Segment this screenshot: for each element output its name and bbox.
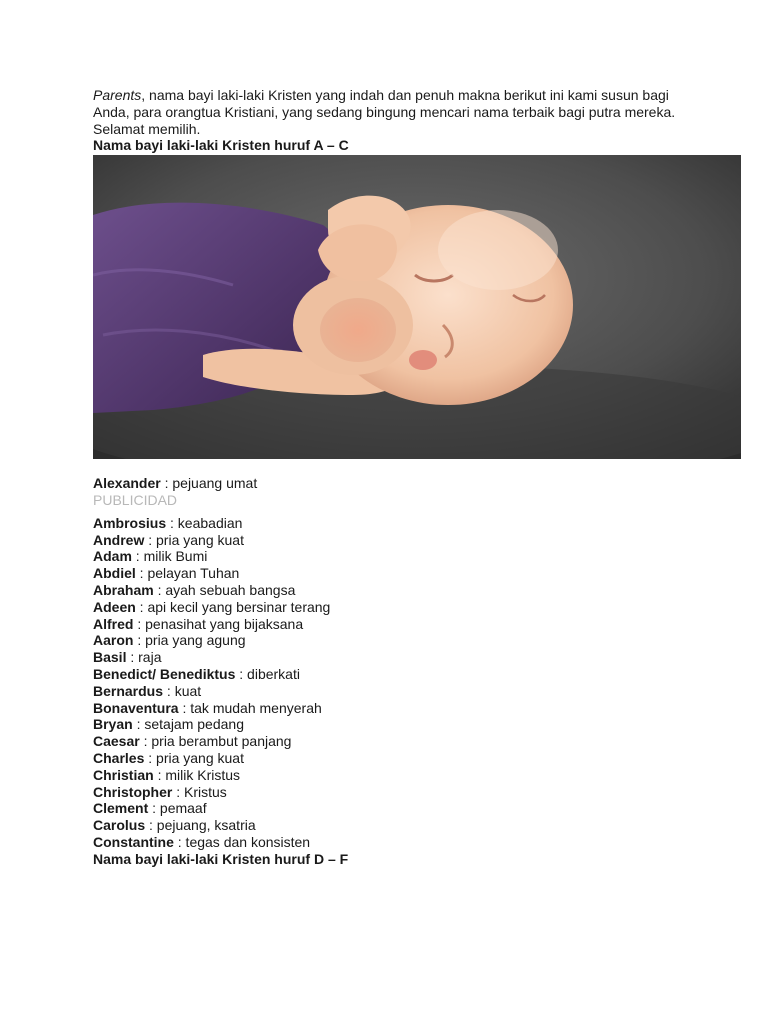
name-alexander: Alexander: [93, 475, 161, 492]
name-label: Bonaventura: [93, 699, 179, 716]
list-item: [93, 532, 693, 549]
list-item: [93, 700, 693, 717]
name-label: Charles: [93, 749, 145, 766]
list-item: [93, 649, 693, 666]
name-meaning: : ayah sebuah bangsa: [153, 581, 296, 598]
name-label: Alfred: [93, 615, 134, 632]
name-label: Bryan: [93, 716, 133, 733]
intro-text: , nama bayi laki-laki Kristen yang indah dan penuh makna berikut ini kami susun bagi Anda, para orangtua Kristiani, yang sedang bingung mencari nama terbaik bagi putra mereka. Selamat memilih.: [93, 87, 676, 137]
list-item: [93, 515, 693, 532]
intro-italic: Parents: [93, 87, 142, 103]
name-label: Ambrosius: [93, 514, 167, 531]
name-label: Carolus: [93, 817, 146, 834]
name-meaning: : api kecil yang bersinar terang: [135, 598, 331, 615]
name-label: Andrew: [93, 531, 145, 548]
list-item: [93, 716, 693, 733]
name-meaning: : diberkati: [235, 665, 300, 682]
name-meaning: : penasihat yang bijaksana: [133, 615, 304, 632]
name-meaning: : milik Bumi: [131, 548, 208, 565]
name-label: Adeen: [93, 598, 136, 615]
name-label: Caesar: [93, 733, 140, 750]
section-heading-d-f: Nama bayi laki-laki Kristen huruf D – F: [93, 850, 349, 867]
list-item: [93, 582, 693, 599]
name-meaning: : Kristus: [172, 783, 227, 800]
list-item: [93, 834, 693, 851]
name-label: Aaron: [93, 632, 134, 649]
name-meaning: : pemaaf: [148, 800, 207, 817]
meaning-alexander: : pejuang umat: [160, 475, 258, 492]
list-item: [93, 750, 693, 767]
name-meaning: : pria yang kuat: [144, 531, 244, 548]
ad-label: PUBLICIDAD: [93, 491, 178, 508]
name-label: Adam: [93, 548, 132, 565]
list-item: [93, 800, 693, 817]
name-meaning: : tegas dan konsisten: [173, 833, 311, 850]
name-meaning: : setajam pedang: [132, 716, 244, 733]
intro-paragraph: [93, 87, 693, 137]
name-label: Clement: [93, 800, 149, 817]
section-heading-a-c: Nama bayi laki-laki Kristen huruf A – C: [93, 137, 349, 154]
name-meaning: : tak mudah menyerah: [178, 699, 322, 716]
name-meaning: : milik Kristus: [153, 766, 241, 783]
list-item: [93, 683, 693, 700]
list-item: [93, 767, 693, 784]
sleeping-baby-photo: [93, 155, 741, 459]
name-label: Basil: [93, 649, 127, 666]
list-item: [93, 565, 693, 582]
name-meaning: : kuat: [163, 682, 202, 699]
name-label: Abraham: [93, 581, 154, 598]
list-item: [93, 666, 693, 683]
list-item: [93, 632, 693, 649]
name-label: Benedict/ Benediktus: [93, 665, 236, 682]
list-item: [93, 817, 693, 834]
list-item: [93, 548, 693, 565]
name-label: Christian: [93, 766, 154, 783]
first-name-entry: [93, 475, 693, 492]
list-item: [93, 733, 693, 750]
name-meaning: : pria berambut panjang: [139, 733, 292, 750]
name-label: Bernardus: [93, 682, 164, 699]
name-label: Christopher: [93, 783, 173, 800]
name-meaning: : pria yang kuat: [144, 749, 244, 766]
article-body: [93, 87, 693, 868]
name-meaning: : keabadian: [166, 514, 243, 531]
list-item: [93, 599, 693, 616]
name-meaning: : pelayan Tuhan: [135, 565, 240, 582]
list-item: [93, 616, 693, 633]
name-label: Abdiel: [93, 565, 136, 582]
name-list: [93, 515, 693, 851]
name-meaning: : pejuang, ksatria: [145, 817, 256, 834]
name-meaning: : pria yang agung: [133, 632, 246, 649]
list-item: [93, 784, 693, 801]
name-meaning: : raja: [126, 649, 162, 666]
name-label: Constantine: [93, 833, 174, 850]
